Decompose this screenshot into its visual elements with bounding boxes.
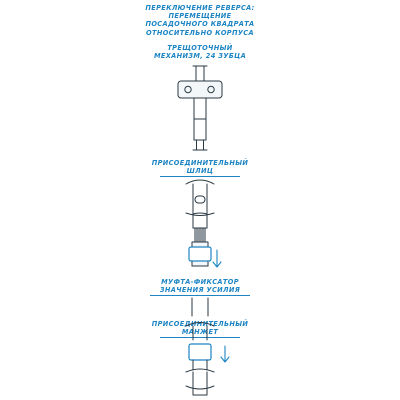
caption-line: ПЕРЕКЛЮЧЕНИЕ РЕВЕРСА:	[145, 4, 255, 12]
caption-line: МЕХАНИЗМ, 24 ЗУБЦА	[153, 52, 247, 61]
caption-line: МАНЖЕТ	[181, 328, 219, 337]
locking-clutch	[189, 242, 211, 266]
wrench-head	[178, 66, 222, 98]
wrench-body	[186, 180, 214, 228]
cuff	[189, 344, 211, 370]
arrow-down-icon	[221, 346, 229, 362]
caption-line: ТРЕЩОТОЧНЫЙ	[167, 44, 233, 52]
caption-line: ОТНОСИТЕЛЬНО КОРПУСА	[146, 28, 254, 37]
caption-line: ПРИСОЕДИНИТЕЛЬНЫЙ	[151, 320, 249, 328]
handle-end	[186, 369, 214, 395]
caption-line: ПРИСОЕДИНИТЕЛЬНЫЙ	[151, 159, 249, 167]
spline-teeth	[195, 228, 205, 242]
caption-line: МУФТА-ФИКСАТОР	[161, 278, 239, 286]
caption-line: ШЛИЦ	[186, 167, 214, 176]
caption-line: ПОСАДОЧНОГО КВАДРАТА	[145, 20, 255, 29]
upper-shaft	[193, 98, 207, 150]
arrow-down-icon	[213, 250, 221, 267]
caption-line: ЗНАЧЕНИЯ УСИЛИЯ	[159, 286, 241, 295]
lower-section	[186, 298, 214, 340]
caption-line: ПЕРЕМЕЩЕНИЕ	[168, 12, 232, 21]
